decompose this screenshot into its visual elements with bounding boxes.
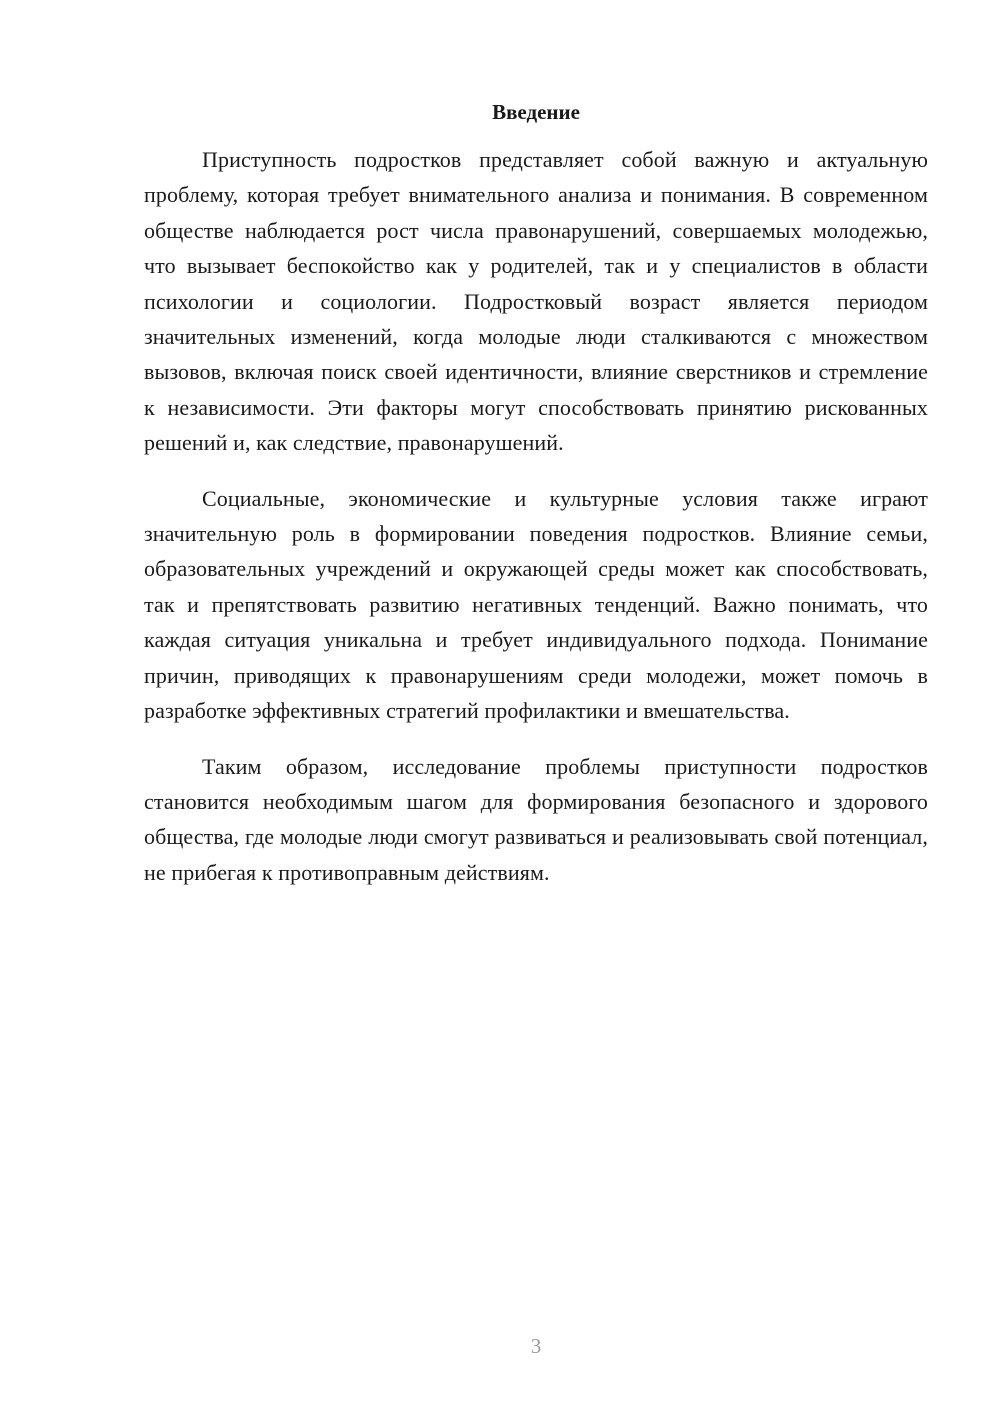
paragraph-1: Приступность подростков представляет собой важную и актуальную проблему, которая требует внимательного анализа и понимания. В современном обществе наблюдается рост числа правонарушений, совершаемых молодежью, что вызывает беспокойство как у родителей, так и у специалистов в области психологии и социологии. Подростковый возраст является периодом значительных изменений, когда молодые люди сталкиваются с множеством вызовов, включая поиск своей идентичности, влияние сверстников и стремление к независимости. Эти факторы могут способствовать принятию рискованных решений и, как следствие, правонарушений. — [144, 147, 928, 456]
body-text — [144, 142, 928, 910]
paragraph-3: Таким образом, исследование проблемы приступности подростков становится необходимым шагом для формирования безопасного и здорового общества, где молодые люди смогут развиваться и реализовывать свой потенциал, не прибегая к противоправным действиям. — [144, 753, 928, 885]
paragraph-2: Социальные, экономические и культурные условия также играют значительную роль в формировании поведения подростков. Влияние семьи, образовательных учреждений и окружающей среды может как способствовать, так и препятствовать развитию негативных тенденций. Важно понимать, что каждая ситуация уникальна и требует индивидуального подхода. Понимание причин, приводящих к правонарушениям среди молодежи, может помочь в разработке эффективных стратегий профилактики и вмешательства. — [144, 485, 928, 724]
page-number: 3 — [530, 1334, 542, 1358]
section-title: Введение — [492, 100, 580, 124]
